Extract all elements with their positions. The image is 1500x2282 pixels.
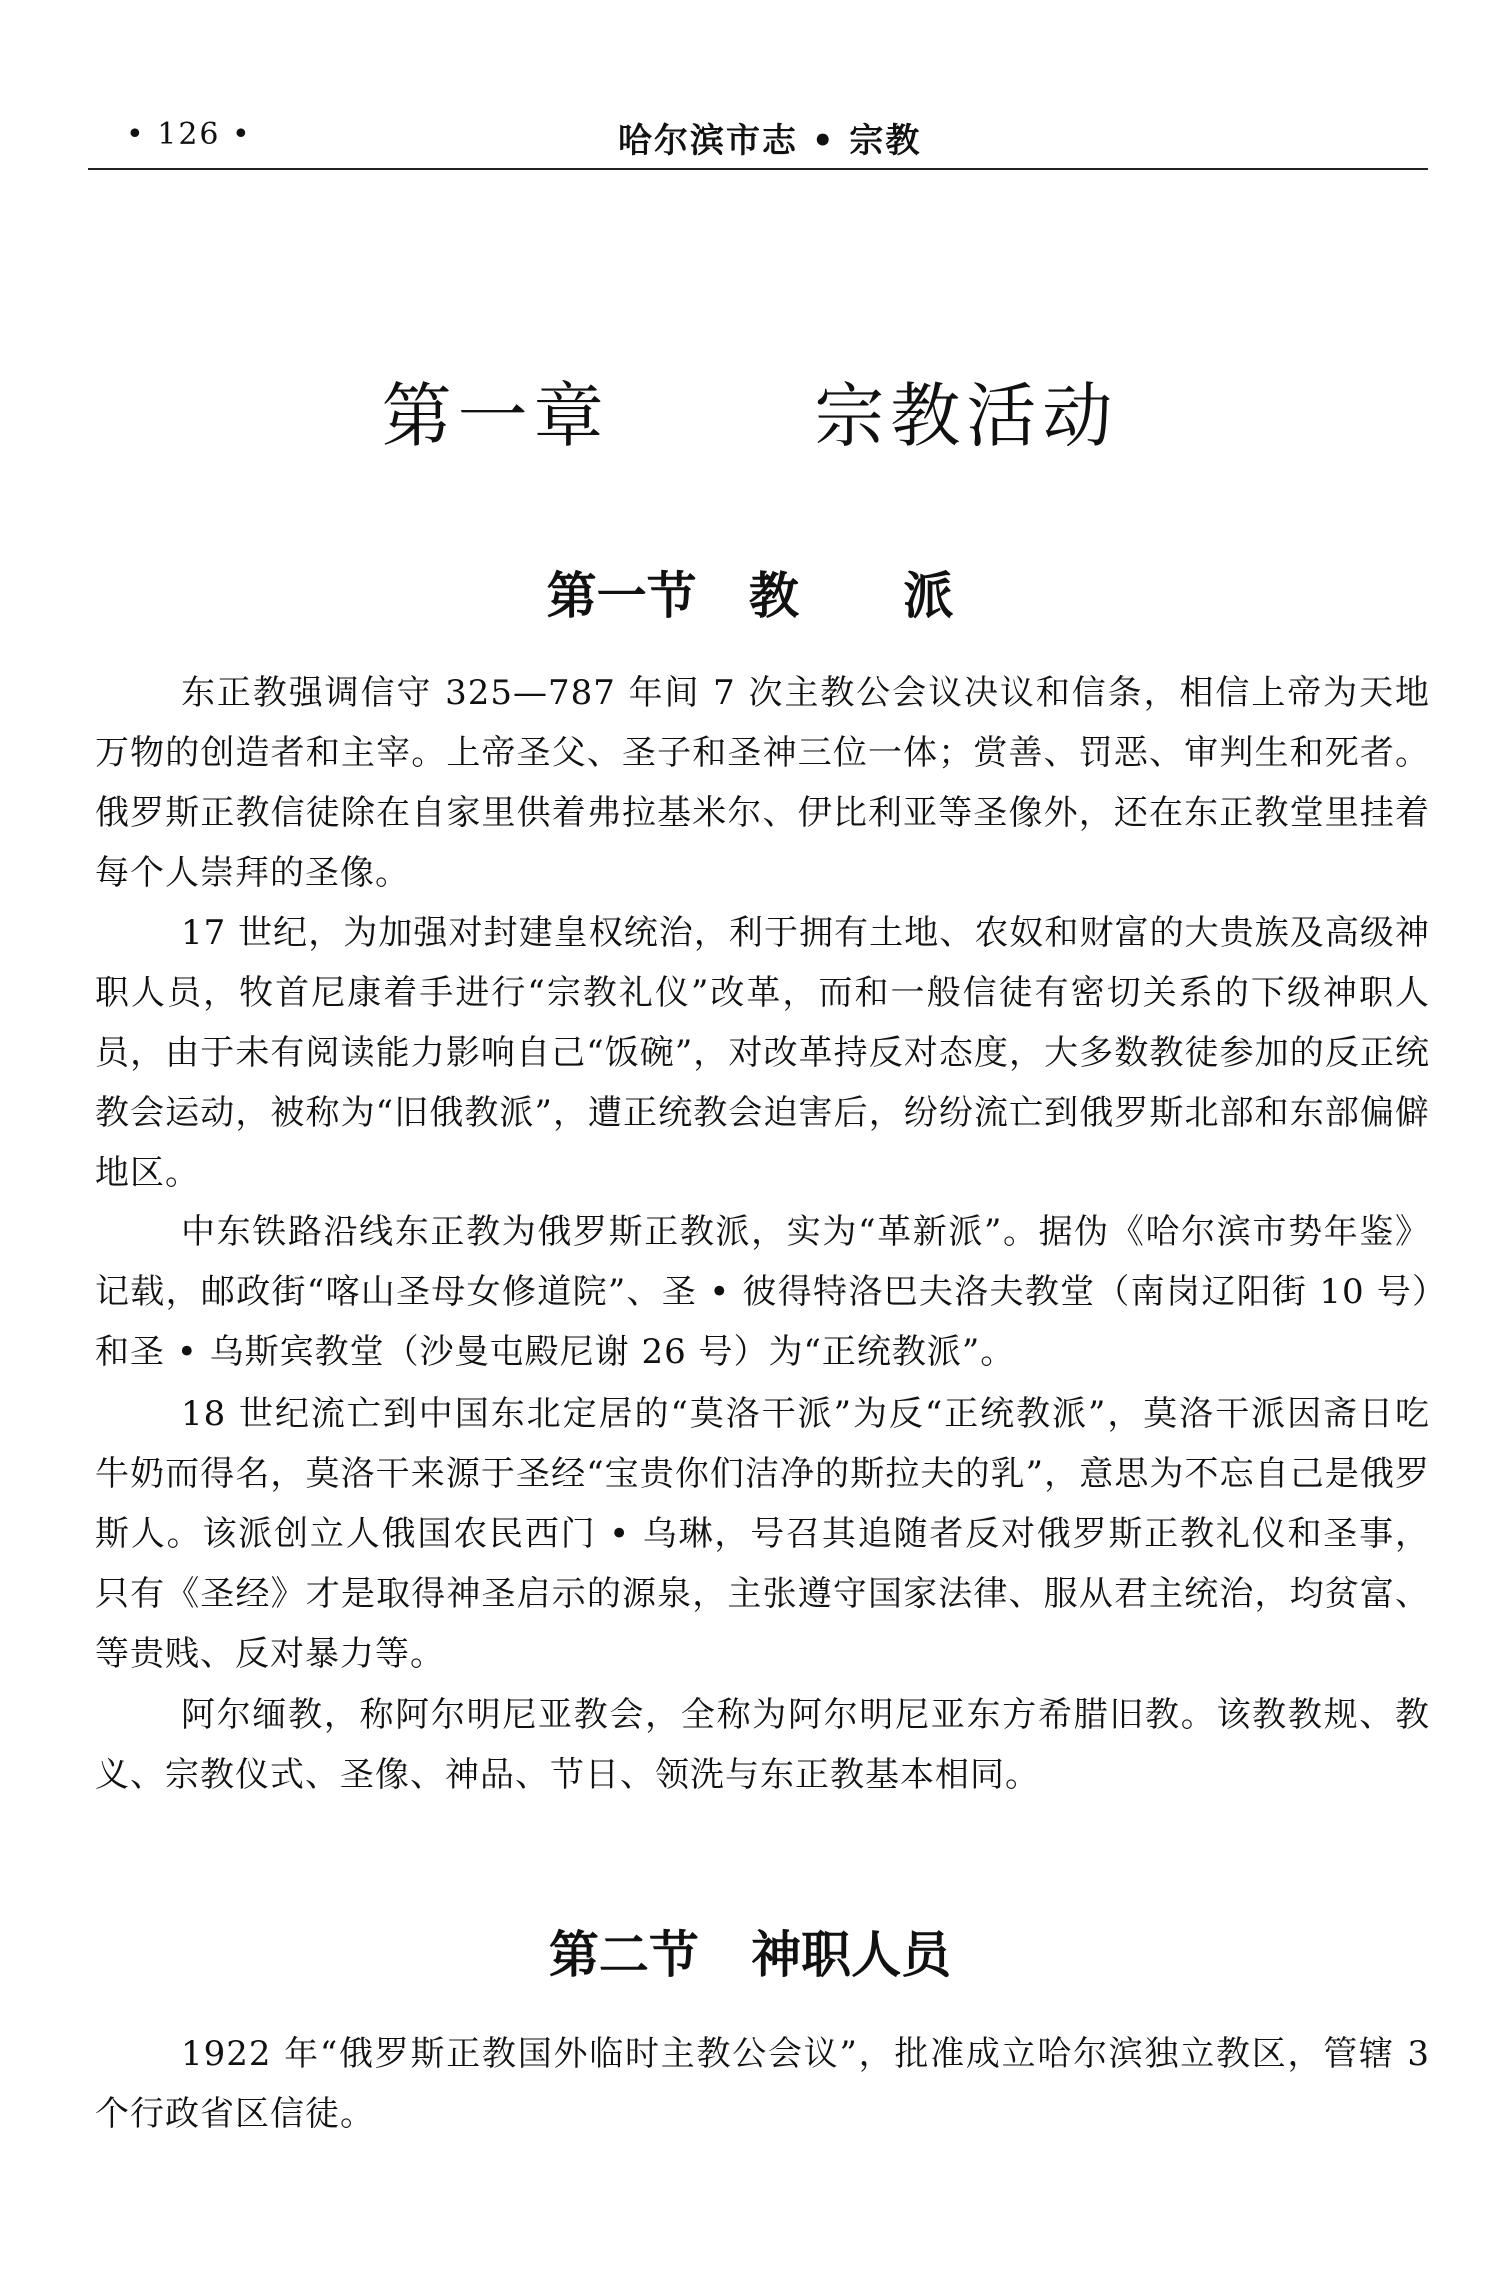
header-rule — [88, 168, 1428, 170]
chapter-title: 第一章 宗教活动 — [381, 375, 1119, 457]
paragraph: 18 世纪流亡到中国东北定居的“莫洛干派”为反“正统教派”，莫洛干派因斋日吃牛奶而得名，莫洛干来源于圣经“宝贵你们洁净的斯拉夫的乳”，意思为不忘自己是俄罗斯人。该派创立人俄国农民西门 • 乌琳，号召其追随者反对俄罗斯正教礼仪和圣事，只有《圣经》才是取得神圣启示的源泉，主张遵守国家法律、服从君主统治，均贫富、等贵贱、反对暴力等。 — [95, 1394, 1430, 1674]
paragraph: 1922 年“俄罗斯正教国外临时主教公会议”，批准成立哈尔滨独立教区，管辖 3 个行政省区信徒。 — [95, 2034, 1430, 2134]
paragraph: 17 世纪，为加强对封建皇权统治，利于拥有土地、农奴和财富的大贵族及高级神职人员，牧首尼康着手进行“宗教礼仪”改革，而和一般信徒有密切关系的下级神职人员，由于未有阅读能力影响自己“饭碗”，对改革持反对态度，大多数教徒参加的反正统教会运动，被称为“旧俄教派”，遭正统教会迫害后，纷纷流亡到俄罗斯北部和东部偏僻地区。 — [95, 913, 1430, 1193]
section-title-1: 第一节 教 派 — [546, 567, 954, 625]
paragraph: 中东铁路沿线东正教为俄罗斯正教派，实为“革新派”。据伪《哈尔滨市势年鉴》记载，邮政街“喀山圣母女修道院”、圣 • 彼得特洛巴夫洛夫教堂（南岗辽阳街 10 号）和圣 • 乌斯宾教堂（沙曼屯殿尼谢 26 号）为“正统教派”。 — [95, 1212, 1430, 1372]
page-number: • 126 • — [126, 117, 252, 152]
running-header — [88, 105, 1428, 165]
paragraph: 阿尔缅教，称阿尔明尼亚教会，全称为阿尔明尼亚东方希腊旧教。该教教规、教义、宗教仪式、圣像、神品、节日、领洗与东正教基本相同。 — [95, 1695, 1430, 1795]
paragraph: 东正教强调信守 325—787 年间 7 次主教公会议决议和信条，相信上帝为天地万物的创造者和主宰。上帝圣父、圣子和圣神三位一体；赏善、罚恶、审判生和死者。俄罗斯正教信徒除在自家里供着弗拉基米尔、伊比利亚等圣像外，还在东正教堂里挂着每个人崇拜的圣像。 — [95, 673, 1430, 893]
section-title-2: 第二节 神职人员 — [548, 1926, 952, 1984]
running-title: 哈尔滨市志 • 宗教 — [618, 121, 922, 161]
